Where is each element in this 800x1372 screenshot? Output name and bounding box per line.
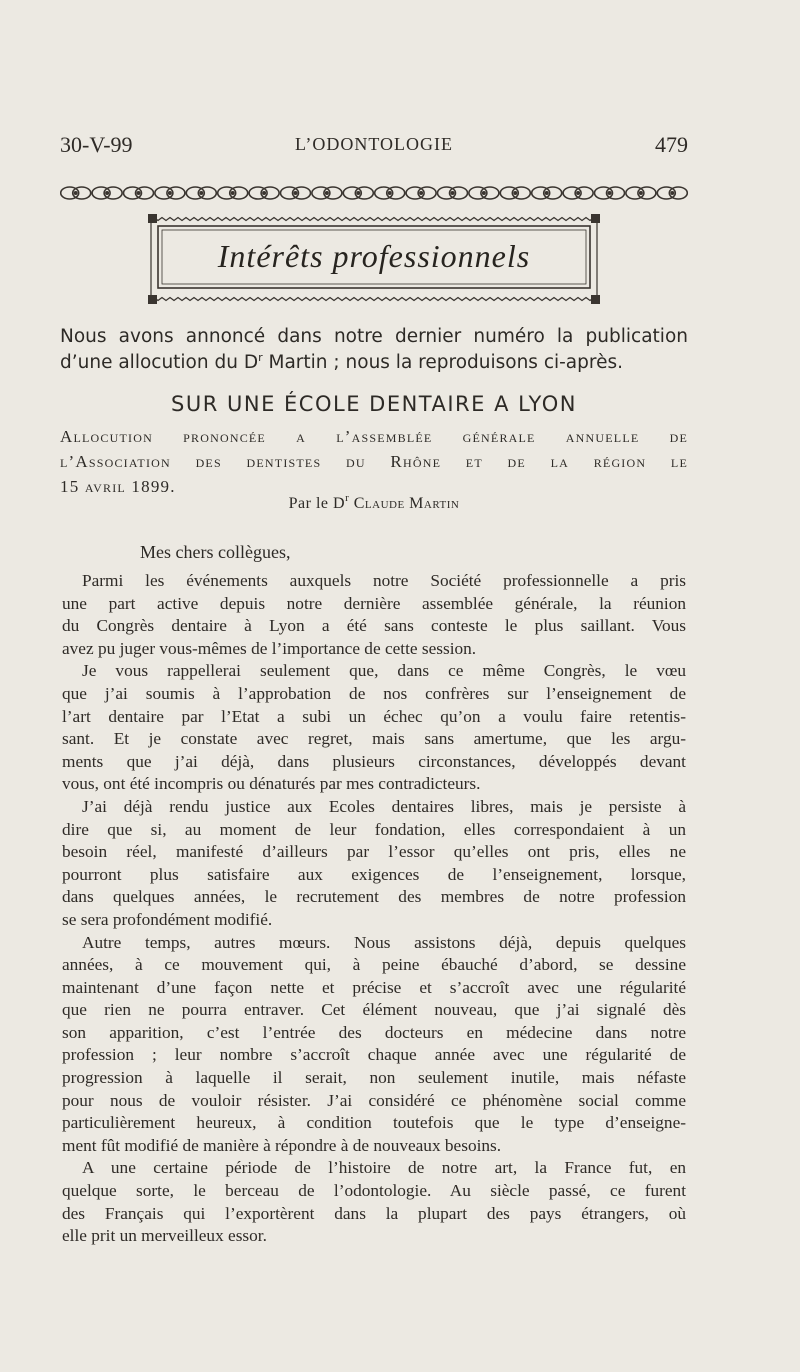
body-line: particulièrement heureux, à condition toutefois que le type d’enseigne- — [62, 1113, 686, 1133]
ornament-motif — [406, 187, 436, 199]
ornament-motif — [375, 187, 405, 199]
ornament-motif — [626, 187, 656, 199]
body-line: sant. Et je constate avec regret, mais sans amertume, que les argu- — [62, 729, 686, 749]
body-line: profession ; leur nombre s’accroît chaque année avec une régularité de — [62, 1045, 686, 1065]
author-name: Claude Martin — [349, 495, 460, 512]
body-line: l’art dentaire par l’Etat a subi un échec qu’on a voulu faire retentis- — [62, 706, 686, 726]
body-line: progression à laquelle il serait, non seulement inutile, mais néfaste — [62, 1068, 686, 1088]
body-line: dire que si, au moment de leur fondation, elles correspondaient à un — [62, 819, 686, 839]
ornament-motif — [124, 187, 154, 199]
body-line: Parmi les événements auxquels notre Société professionnelle a pris — [82, 571, 686, 590]
subtitle-line-3: 15 avril 1899. — [60, 477, 176, 496]
ornament-motif — [469, 187, 499, 199]
subtitle-line-2: l’Association des dentistes du Rhône et de la région le — [60, 452, 688, 471]
ornament-motif — [249, 187, 279, 199]
intro-paragraph — [60, 324, 688, 376]
issue-date: 30-V-99 — [60, 132, 133, 157]
body-line: ment fût modifié de manière à répondre à de nouveaux besoins. — [62, 1135, 502, 1155]
ornament-motif — [532, 187, 562, 199]
section-title: Intérêts professionnels — [217, 238, 531, 274]
body-line: son apparition, c’est l’entrée des docteurs en médecine dans notre — [62, 1022, 686, 1042]
ornament-motif — [500, 187, 530, 199]
body-line: une part active depuis notre dernière assemblée générale, la réunion — [62, 593, 686, 613]
intro-line-2: d’une allocution du $D^r$ Martin ; nous la reproduisons ci-après. — [60, 351, 623, 373]
body-line: elle prit un merveilleux essor. — [62, 1226, 267, 1246]
body-line: ments que j’ai déjà, dans plusieurs circonstances, développés devant — [62, 751, 686, 771]
body-line: que j’ai soumis à l’approbation de nos confrères sur l’enseignement de — [62, 683, 686, 703]
ornament-motif — [595, 187, 625, 199]
section-title-frame — [148, 214, 600, 304]
body-line: quelque sorte, le berceau de l’odontologie. Au siècle passé, ce furent — [62, 1181, 686, 1201]
running-header — [60, 132, 688, 162]
ornament-motif — [92, 187, 122, 199]
salutation: Mes chers collègues, — [140, 542, 291, 562]
body-line: besoin réel, manifesté d’ailleurs par l’essor qu’elles ont pris, elles ne — [62, 842, 686, 862]
subtitle-line-1: Allocution prononcée a l’assemblée générale annuelle de — [60, 427, 688, 446]
ornament-band — [60, 180, 688, 206]
ornament-motif — [343, 187, 373, 199]
body-line: dans quelques années, le recrutement des membres de notre profession — [62, 887, 686, 907]
ornament-motif — [186, 187, 216, 199]
ornament-motif — [438, 187, 468, 199]
ornament-motif — [218, 187, 248, 199]
byline: Par le $D^r$ Claude Martin — [288, 492, 460, 512]
body-line: Je vous rappellerai seulement que, dans ce même Congrès, le vœu — [82, 661, 686, 681]
ornament-motif — [281, 187, 311, 199]
article-subtitle — [60, 424, 688, 499]
body-line: avez pu juger vous-mêmes de l’importance de cette session. — [62, 638, 477, 658]
body-line: que rien ne pourra entraver. Cet élément nouveau, que j’ai signalé dès — [62, 1000, 686, 1020]
ornament-motif — [155, 187, 185, 199]
body-line: se sera profondément modifié. — [62, 909, 273, 929]
ornament-motif — [61, 187, 91, 199]
ornament-motif — [312, 187, 342, 199]
body-line: du Congrès dentaire à Lyon a été sans conteste le plus saillant. Vous — [62, 616, 686, 636]
article-body — [62, 570, 686, 1248]
intro-line-1: Nous avons annoncé dans notre dernier numéro la publication — [60, 326, 688, 347]
body-line: J’ai déjà rendu justice aux Ecoles dentaires libres, mais je persiste à — [82, 796, 686, 816]
ornament-motif — [563, 187, 593, 199]
body-line: pour nous de vouloir résister. J’ai considéré ce phénomène social comme — [62, 1090, 686, 1110]
body-line: Autre temps, autres mœurs. Nous assistons déjà, depuis quelques — [82, 932, 686, 952]
body-line: des Français qui l’exportèrent dans la plupart des pays étrangers, où — [62, 1203, 686, 1223]
article-headline: SUR UNE ÉCOLE DENTAIRE A LYON — [171, 392, 577, 416]
body-line: maintenant d’une façon nette et précise et s’accroît avec une régularité — [62, 977, 686, 997]
body-line: A une certaine période de l’histoire de notre art, la France fut, en — [82, 1158, 686, 1178]
body-line: vous, ont été incompris ou dénaturés par mes contradicteurs. — [62, 774, 481, 794]
body-line: années, à ce mouvement qui, à peine ébauché d’abord, se dessine — [62, 955, 686, 975]
ornament-motif — [657, 187, 687, 199]
journal-title: L’ODONTOLOGIE — [295, 134, 453, 154]
page-number: 479 — [655, 132, 688, 157]
body-line: pourront plus satisfaire aux exigences de l’enseignement, lorsque, — [62, 864, 686, 884]
